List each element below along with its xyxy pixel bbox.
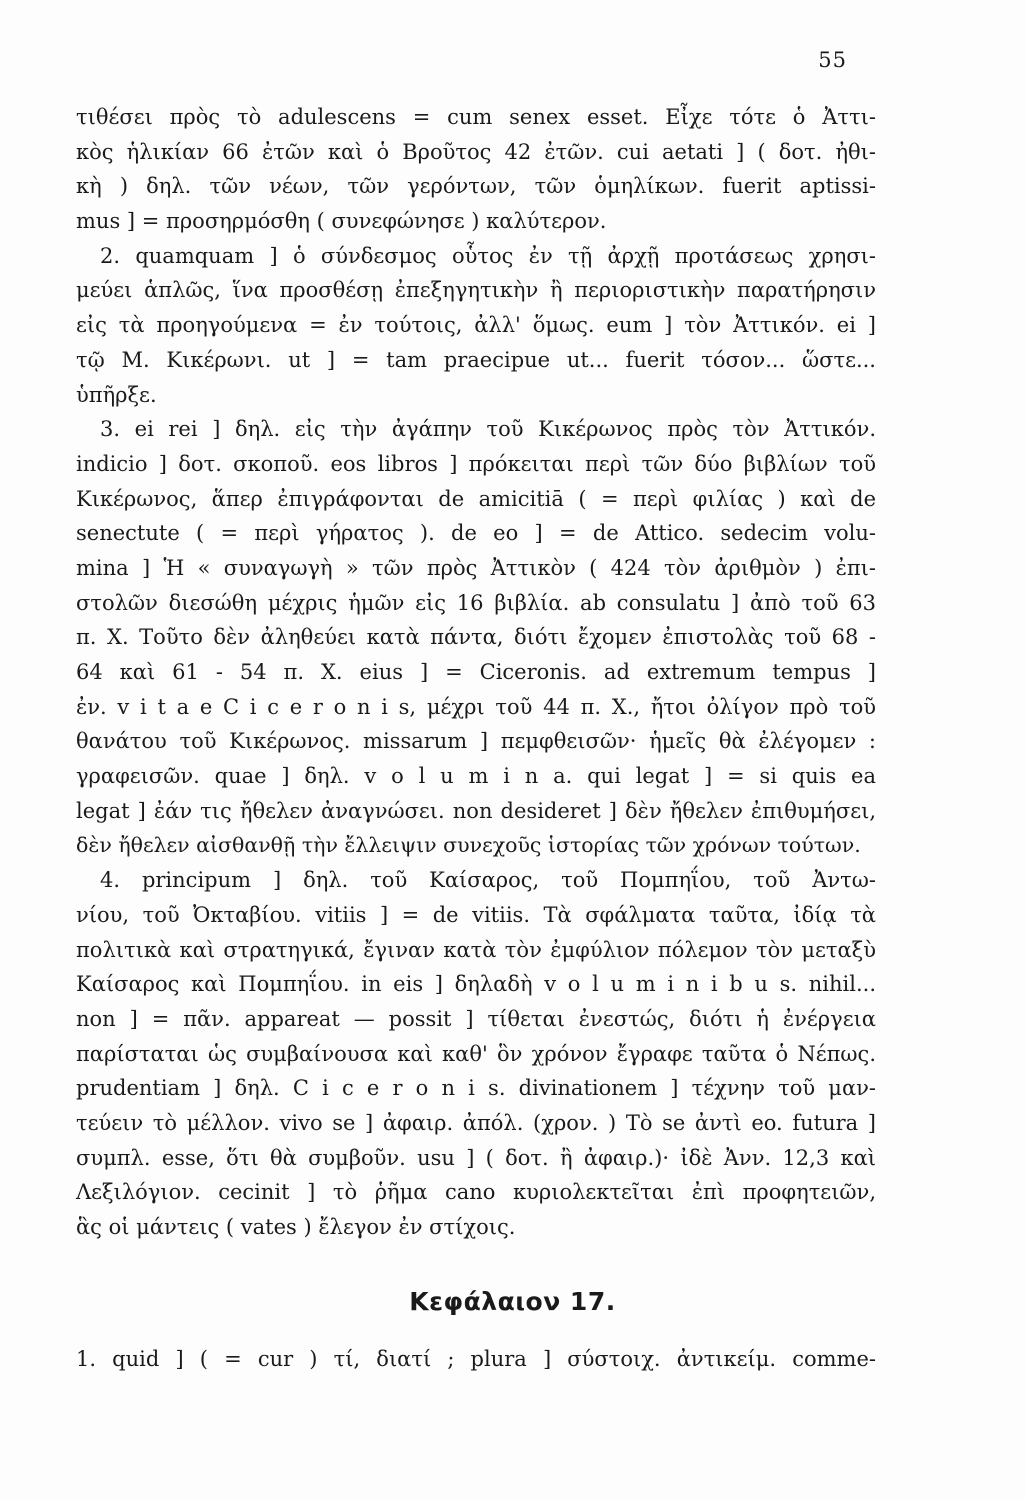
text-line: ἃς οἱ μάντεις ( vates ) ἔλεγον ἐν στίχοις.: [76, 1215, 516, 1239]
text-line-final: 1. quid ] ( = cur ) τί, διατί ; plura ] σύστοιχ. ἀντικείμ. comme-: [76, 1347, 876, 1371]
text-line: νίου, τοῦ Ὀκταβίου. vitiis ] = de vitiis. Τὰ σφάλματα ταῦτα, ἰδίᾳ τὰ: [76, 902, 876, 927]
text-line: εἰς τὰ προηγούμενα = ἐν τούτοις, ἀλλ' ὅμως. eum ] τὸν Ἀττικόν. ei ]: [76, 313, 876, 338]
text-line: τιθέσει πρὸς τὸ adulescens = cum senex esset. Εἶχε τότε ὁ Ἀττι-: [76, 105, 876, 129]
text-line: ἐν. v i t a e C i c e r o n i s, μέχρι τοῦ 44 π. Χ., ἤτοι ὀλίγον πρὸ τοῦ: [76, 694, 876, 719]
text-line: 3. ei rei ] δηλ. εἰς τὴν ἀγάπην τοῦ Κικέρωνος πρὸς τὸν Ἀττικόν.: [100, 417, 876, 442]
text-line: πολιτικὰ καὶ στρατηγικά, ἔγιναν κατὰ τὸν ἐμφύλιον πόλεμον τὸν μεταξὺ: [76, 937, 876, 962]
text-line: legat ] ἐάν τις ἤθελεν ἀναγνώσει. non desideret ] δὲν ἤθελεν ἐπιθυμήσει,: [76, 798, 876, 823]
text-line: τῷ Μ. Κικέρωνι. ut ] = tam praecipue ut... fuerit τόσον... ὥστε...: [76, 347, 876, 372]
page-number: 55: [818, 48, 847, 72]
text-line: τεύειν τὸ μέλλον. vivo se ] ἀφαιρ. ἀπόλ. (χρον. ) Τὸ se ἀντὶ eo. futura ]: [76, 1110, 876, 1135]
text-line: θανάτου τοῦ Κικέρωνος. missarum ] πεμφθεισῶν· ἡμεῖς θὰ ἐλέγομεν :: [76, 729, 876, 754]
text-line: μεύει ἁπλῶς, ἵνα προσθέσῃ ἐπεξηγητικὴν ἢ περιοριστικὴν παρατήρησιν: [76, 278, 876, 303]
text-line: Κικέρωνος, ἅπερ ἐπιγράφονται de amicitiā ( = περὶ φιλίας ) καὶ de: [76, 486, 876, 511]
text-line: κὴ ) δηλ. τῶν νέων, τῶν γερόντων, τῶν ὁμηλίκων. fuerit aptissi-: [76, 174, 876, 199]
text-line: συμπλ. esse, ὅτι θὰ συμβοῦν. usu ] ( δοτ. ἢ ἀφαιρ.)· ἰδὲ Ἀνν. 12,3 καὶ: [76, 1145, 876, 1170]
text-line: παρίσταται ὡς συμβαίνουσα καὶ καθ' ὃν χρόνον ἔγραφε ταῦτα ὁ Νέπως.: [76, 1041, 876, 1066]
text-line: mus ] = προσηρμόσθη ( συνεφώνησε ) καλύτερον.: [76, 209, 607, 234]
text-line: 4. principum ] δηλ. τοῦ Καίσαρος, τοῦ Πομπηΐου, τοῦ Ἀντω-: [100, 868, 876, 893]
text-line: ὑπῆρξε.: [76, 382, 157, 407]
text-line: senectute ( = περὶ γήρατος ). de eo ] = de Attico. sedecim volu-: [76, 521, 876, 546]
text-line: mina ] Ἡ « συναγωγὴ » τῶν πρὸς Ἀττικὸν ( 424 τὸν ἀριθμὸν ) ἐπι-: [76, 555, 876, 580]
text-line: γραφεισῶν. quae ] δηλ. v o l u m i n a. qui legat ] = si quis ea: [76, 764, 876, 789]
chapter-heading: Κεφάλαιον 17.: [409, 1287, 616, 1316]
text-line: non ] = πᾶν. appareat — possit ] τίθεται ἐνεστώς, διότι ἡ ἐνέργεια: [76, 1006, 876, 1031]
text-line: δὲν ἤθελεν αἰσθανθῇ τὴν ἔλλειψιν συνεχοῦς ἱστορίας τῶν χρόνων τούτων.: [76, 833, 861, 858]
text-line: indicio ] δοτ. σκοποῦ. eos libros ] πρόκειται περὶ τῶν δύο βιβλίων τοῦ: [76, 451, 876, 476]
commentary-text: [76, 100, 876, 1245]
text-line: κὸς ἡλικίαν 66 ἐτῶν καὶ ὁ Βροῦτος 42 ἐτῶν. cui aetati ] ( δοτ. ἠθι-: [76, 139, 876, 164]
text-line: Καίσαρος καὶ Πομπηΐου. in eis ] δηλαδὴ v o l u m i n i b u s. nihil...: [76, 972, 876, 997]
text-line: Λεξιλόγιον. cecinit ] τὸ ῥῆμα cano κυριολεκτεῖται ἐπὶ προφητειῶν,: [76, 1180, 876, 1205]
text-line: 2. quamquam ] ὁ σύνδεσμος οὗτος ἐν τῇ ἀρχῇ προτάσεως χρησι-: [100, 243, 876, 268]
text-line: prudentiam ] δηλ. C i c e r o n i s. divinationem ] τέχνην τοῦ μαν-: [76, 1076, 876, 1101]
text-line: στολῶν διεσώθη μέχρις ἡμῶν εἰς 16 βιβλία. ab consulatu ] ἀπὸ τοῦ 63: [76, 590, 876, 615]
text-line: 64 καὶ 61 - 54 π. Χ. eius ] = Ciceronis. ad extremum tempus ]: [76, 660, 876, 684]
text-line: π. Χ. Τοῦτο δὲν ἀληθεύει κατὰ πάντα, διότι ἔχομεν ἐπιστολὰς τοῦ 68 -: [76, 625, 876, 650]
